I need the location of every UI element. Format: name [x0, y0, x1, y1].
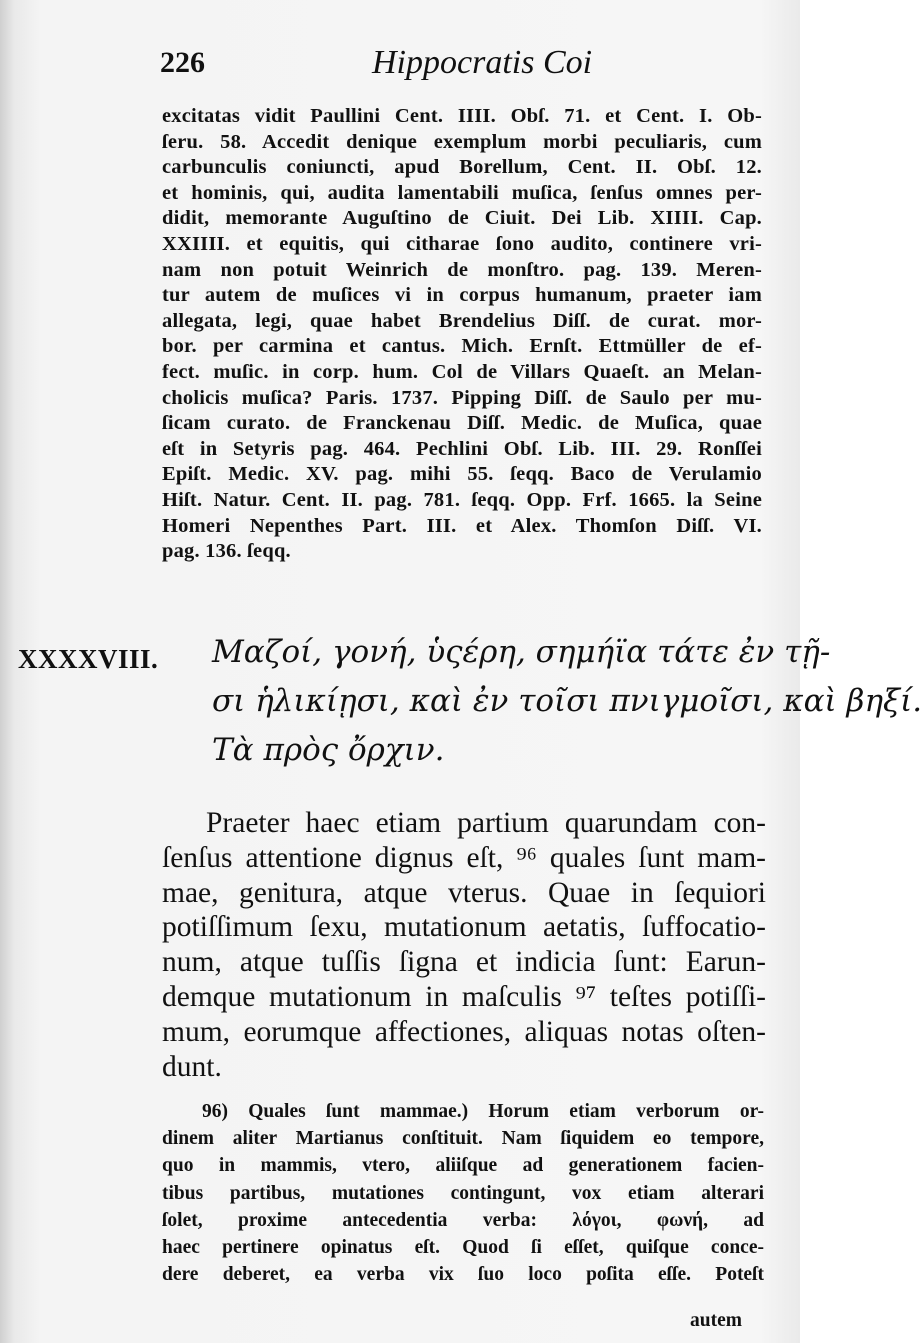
text-line: et hominis, qui, audita lamentabili muſica, ſenſus omnes per-	[162, 181, 762, 204]
text-line: num, atque tuſſis ſigna et indicia ſunt: Earun-	[162, 946, 766, 979]
text-line: Homeri Nepenthes Part. III. et Alex. Thomſon Diſſ. VI.	[162, 514, 762, 537]
text-line: tur autem de muſices vi in corpus humanum, praeter iam	[162, 284, 762, 307]
text-line: bor. per carmina et cantus. Mich. Ernſt. Ettmüller de ef-	[162, 335, 762, 358]
text-line: demque mutationum in maſculis ⁹⁷ teſtes potiſſi-	[162, 980, 766, 1013]
footnote-line: 96) Quales ſunt mammae.) Horum etiam verborum or-	[202, 1101, 764, 1122]
footnote-line: tibus partibus, mutationes contingunt, vox etiam alterari	[162, 1182, 764, 1204]
aphorism-number: XXXXVIII.	[18, 644, 159, 674]
footnote-line: quo in mammis, vtero, aliiſque ad generationem facien-	[162, 1155, 764, 1177]
text-line: Hiſt. Natur. Cent. II. pag. 781. ſeqq. Opp. Frf. 1665. la Seine	[162, 488, 762, 511]
page-number: 226	[160, 46, 205, 79]
greek-aphorism	[212, 628, 922, 775]
text-line: nam non potuit Weinrich de monſtro. pag. 139. Meren-	[162, 258, 762, 281]
text-line: Epiſt. Medic. XV. pag. mihi 55. ſeqq. Baco de Verulamio	[162, 463, 762, 486]
text-line: excitatas vidit Paullini Cent. IIII. Obſ. 71. et Cent. I. Ob-	[162, 105, 762, 127]
text-line: XXIIII. et equitis, qui citharae ſono audito, continere vri-	[162, 232, 762, 255]
text-line: dunt.	[162, 1050, 222, 1083]
greek-line: σι ἡλικίῃσι, καὶ ἐν τοῖσι πνιγμοῖσι, καὶ βηξί.	[212, 683, 922, 719]
text-line: mum, eorumque affectiones, aliquas notas oſten-	[162, 1015, 766, 1048]
text-line: fect. muſic. in corp. hum. Col de Villars Quaeſt. an Melan-	[162, 360, 762, 383]
text-line: Praeter haec etiam partium quarundam con-	[206, 807, 766, 839]
running-head	[160, 44, 780, 84]
text-line: cholicis muſica? Paris. 1737. Pipping Diſſ. de Saulo per mu-	[162, 386, 762, 409]
footnote-line: dinem aliter Martianus conſtituit. Nam ſiquidem eo tempore,	[162, 1128, 764, 1150]
greek-line: Μαζοί, γονή, ὑςέρη, σημήϊα τάτε ἐν τῇ-	[212, 634, 831, 670]
running-title: Hippocratis Coi	[372, 44, 593, 81]
footnote-line: dere deberet, ea verba vix ſuo loco poſita eſſe. Poteſt	[162, 1264, 764, 1286]
commentary-paragraph	[162, 806, 766, 1084]
text-line: ſicam curato. de Franckenau Diſſ. Medic. de Muſica, quae	[162, 412, 762, 435]
text-line: carbunculis coniuncti, apud Borellum, Cent. II. Obſ. 12.	[162, 156, 762, 179]
footnote-line: haec pertinere opinatus eſt. Quod ſi eſſet, quiſque conce-	[162, 1237, 764, 1259]
citation-paragraph	[162, 104, 762, 565]
text-line: ſenſus attentione dignus eſt, ⁹⁶ quales ſunt mam-	[162, 841, 766, 874]
catchword: autem	[690, 1310, 742, 1331]
text-line: eſt in Setyris pag. 464. Pechlini Obſ. Lib. III. 29. Ronſſei	[162, 437, 762, 460]
text-line: didit, memorante Auguſtino de Ciuit. Dei Lib. XIIII. Cap.	[162, 207, 762, 230]
text-line: allegata, legi, quae habet Brendelius Diſſ. de curat. mor-	[162, 309, 762, 332]
text-line: ſeru. 58. Accedit denique exemplum morbi peculiaris, cum	[162, 130, 762, 153]
footnote	[162, 1098, 764, 1288]
text-line: pag. 136. ſeqq.	[162, 540, 291, 563]
text-line: potiſſimum ſexu, mutationum aetatis, ſuffocatio-	[162, 911, 766, 944]
greek-line: Τὰ πρὸς ὄρχιν.	[212, 732, 445, 768]
footnote-line: ſolet, proxime antecedentia verba: λόγοι, φωνή, ad	[162, 1209, 764, 1231]
text-line: mae, genitura, atque vterus. Quae in ſequiori	[162, 876, 766, 909]
